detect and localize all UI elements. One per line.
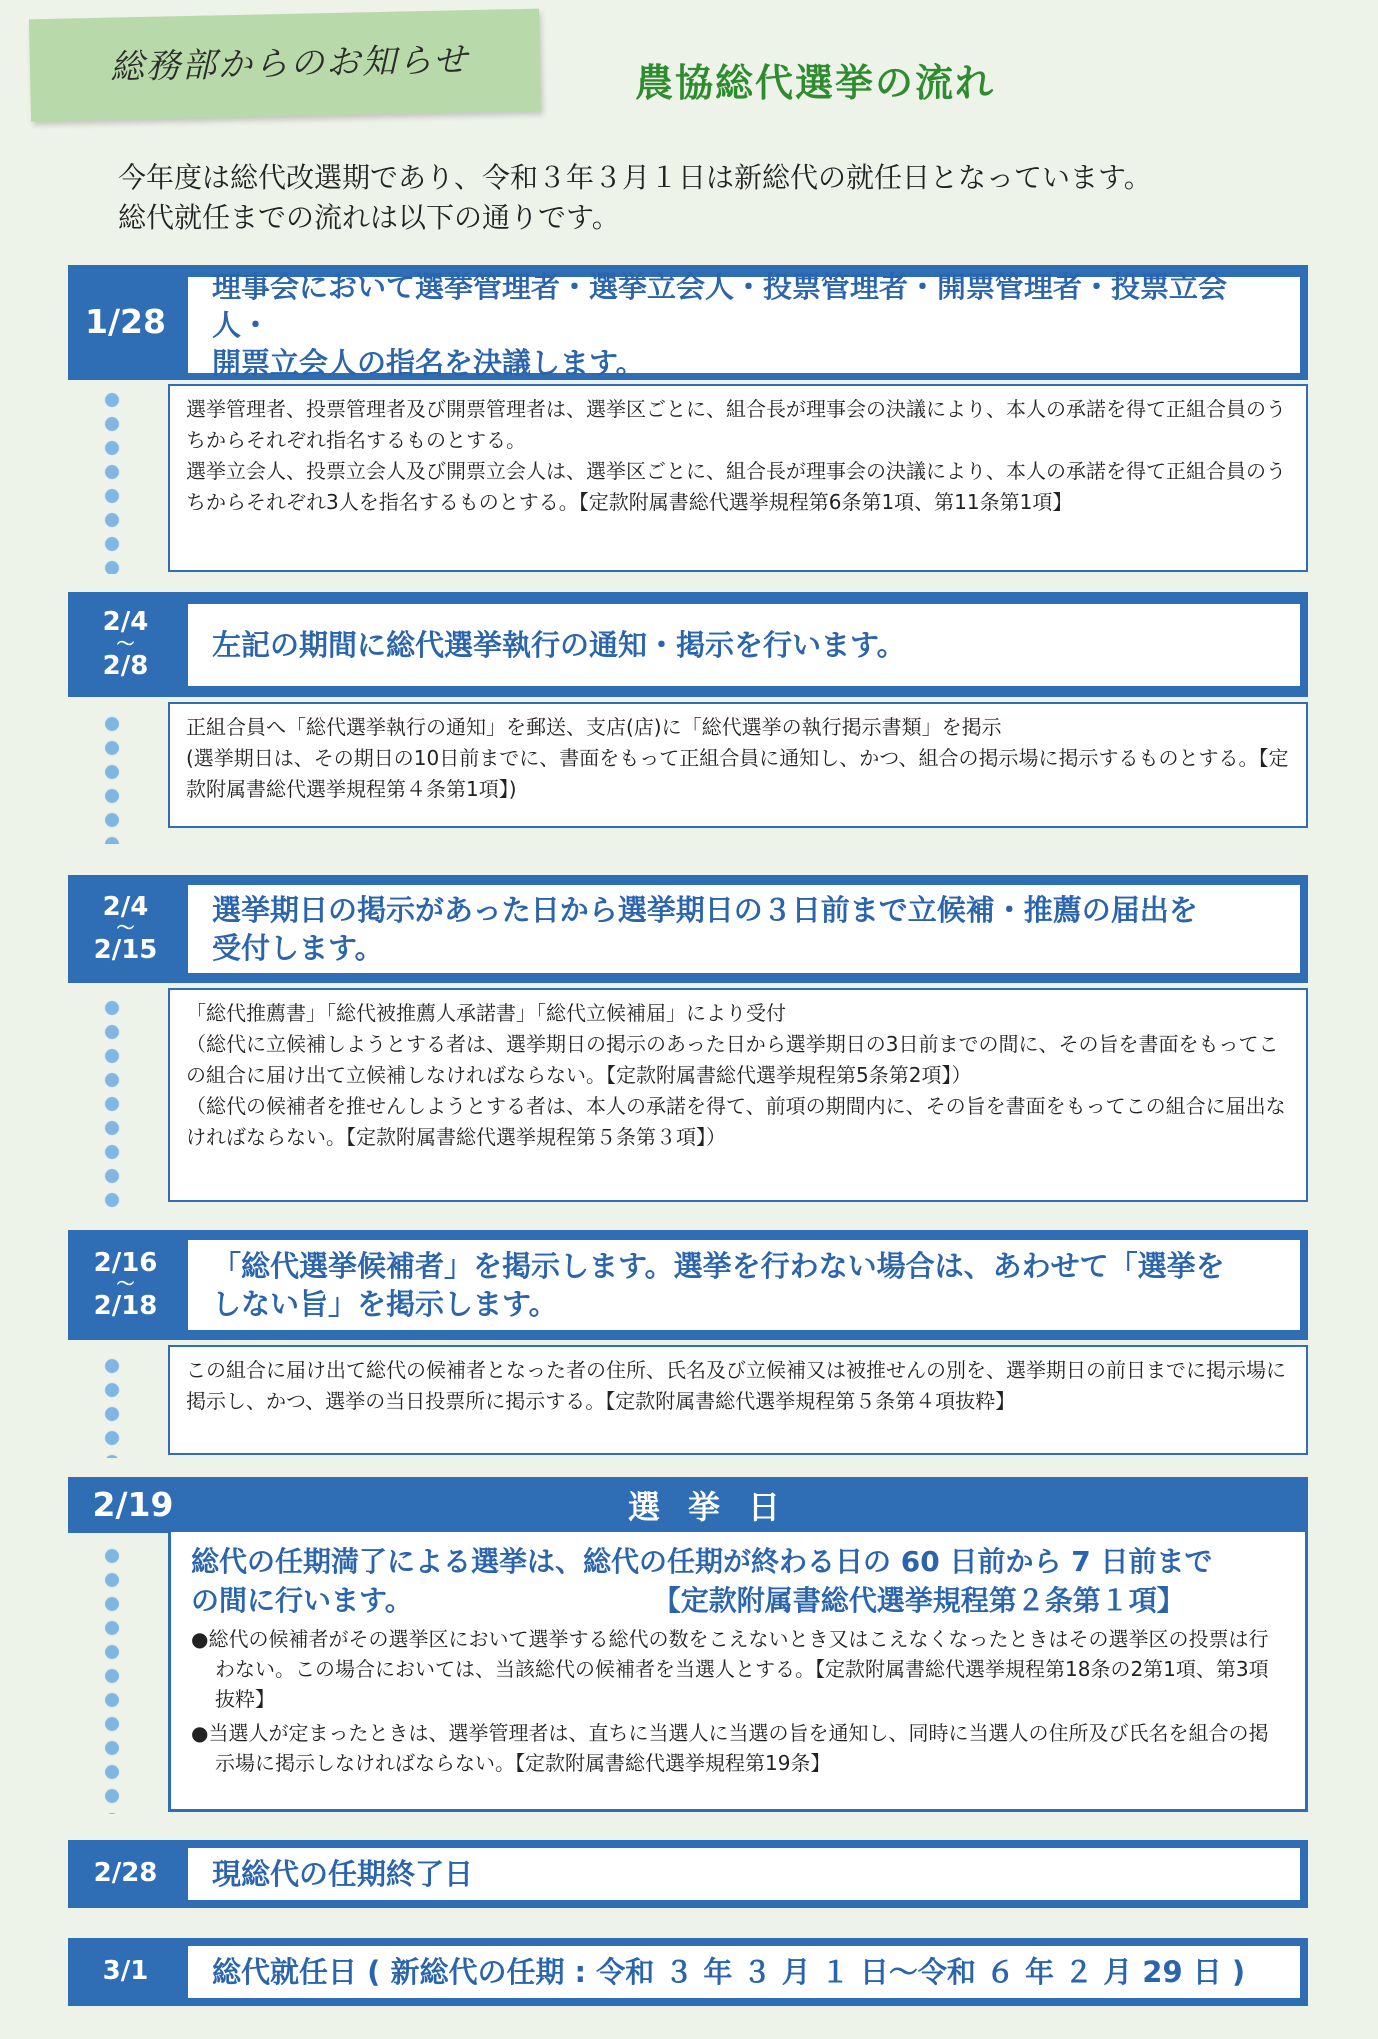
headline-line: 開票立会人の指名を決議します。: [212, 346, 645, 380]
timeline-dots: [104, 712, 120, 844]
body-paragraph: この組合に届け出て総代の候補者となった者の住所、氏名及び立候補又は被推せんの別を、選挙期日の前日までに掲示場に掲示し、かつ、選挙の当日投票所に掲示する。【定款附属書総代選挙規程第５条第４項抜粋】: [186, 1358, 1286, 1413]
term-end-date: [68, 1840, 183, 1908]
step-headline: [188, 604, 1300, 686]
election-body: [168, 1532, 1308, 1812]
date-to: 2/18: [93, 1291, 158, 1321]
body-paragraph: 選挙管理者、投票管理者及び開票管理者は、選挙区ごとに、組合長が理事会の決議により、本人の承諾を得て正組合員のうちからそれぞれ指名するものとする。: [186, 397, 1286, 452]
department-tag-label: 総務部からのお知らせ: [109, 40, 470, 88]
step-body-3: [168, 988, 1308, 1202]
date-to: 2/8: [102, 650, 149, 681]
body-paragraph: (選挙期日は、その期日の10日前までに、書面をもって正組合員に通知し、かつ、組合の掲示場に掲示するものとする。【定款附属書総代選挙規程第４条第1項】): [186, 746, 1289, 801]
body-paragraph: 「総代推薦書」「総代被推薦人承諾書」「総代立候補届」により受付: [186, 1001, 786, 1025]
headline-line: 「総代選挙候補者」を掲示します。選挙を行わない場合は、あわせて「選挙を: [212, 1249, 1225, 1283]
headline-line: しない旨」を掲示します。: [212, 1287, 558, 1321]
headline-line: 理事会において選挙管理者・選挙立会人・投票管理者・開票管理者・投票立会人・: [212, 270, 1228, 342]
date-label: 2/28: [93, 1858, 158, 1889]
election-headline: [191, 1542, 1285, 1620]
date-tilde: ～: [116, 918, 135, 939]
step-headline: [188, 270, 1300, 380]
intro-line: 総代就任までの流れは以下の通りです。: [118, 201, 620, 234]
date-label: 3/1: [102, 1956, 149, 1987]
timeline-dots: [104, 1544, 120, 1814]
step-headline: [188, 1240, 1300, 1330]
inauguration-headline: 総代就任日 ( 新総代の任期 : 令和 ３ 年 ３ 月 １ 日～令和 ６ 年 ２ 月 29 日 ): [188, 1946, 1300, 1998]
timeline-dots: [104, 996, 120, 1212]
term-end-band: [68, 1840, 1308, 1908]
body-paragraph: 選挙立会人、投票立会人及び開票立会人は、選挙区ごとに、組合長が理事会の決議により、本人の承諾を得て正組合員のうちからそれぞれ3人を指名するものとする。【定款附属書総代選挙規程第6条第1項、第11条第1項】: [186, 459, 1286, 514]
headline-line: 受付します。: [212, 931, 384, 965]
body-paragraph: （総代の候補者を推せんしようとする者は、本人の承諾を得て、前項の期間内に、その旨を書面をもってこの組合に届出なければならない。【定款附属書総代選挙規程第５条第３項】）: [186, 1094, 1286, 1149]
timeline-dots: [104, 388, 120, 574]
election-item: ●総代の候補者がその選挙区において選挙する総代の数をこえないとき又はこえなくなったときはその選挙区の投票は行わない。この場合においては、当該総代の候補者を当選人とする。【定款附属書総代選挙規程第18条の2第1項、第3項抜粋】: [191, 1627, 1269, 1711]
timeline-dots: [104, 1354, 120, 1458]
step-headline: [188, 885, 1300, 973]
election-band: [68, 1477, 1308, 1533]
step-date: [68, 1230, 183, 1340]
inauguration-date: [68, 1938, 183, 2006]
date-from: 2/16: [93, 1247, 158, 1278]
step-band-1: [68, 265, 1308, 380]
intro-text: [118, 158, 1338, 238]
date-to: 2/15: [93, 935, 158, 965]
step-body-4: [168, 1345, 1308, 1455]
date-label: 2/19: [92, 1484, 174, 1524]
date-tilde: ～: [116, 633, 135, 655]
step-band-2: [68, 592, 1308, 697]
body-paragraph: （総代に立候補しようとする者は、選挙期日の掲示のあった日から選挙期日の3日前までの間に、その旨を書面をもってこの組合に届け出て立候補しなければならない。【定款附属書総代選挙規程第5条第2項】）: [186, 1032, 1279, 1087]
step-date: [68, 592, 183, 697]
headline-line-text: の間に行います。: [191, 1584, 413, 1617]
date-from: 2/4: [102, 891, 149, 922]
step-band-3: [68, 875, 1308, 983]
election-item: ●当選人が定まったときは、選挙管理者は、直ちに当選人に当選の旨を通知し、同時に当選人の住所及び氏名を組合の掲示場に掲示しなければならない。【定款附属書総代選挙規程第19条】: [191, 1721, 1269, 1775]
headline-line: 選挙期日の掲示があった日から選挙期日の３日前まで立候補・推薦の届出を: [212, 893, 1198, 927]
department-tag: [29, 9, 541, 122]
date-tilde: ～: [116, 1274, 135, 1295]
page-title: 農協総代選挙の流れ: [635, 61, 996, 105]
step-body-1: [168, 384, 1308, 572]
step-band-4: [68, 1230, 1308, 1340]
body-paragraph: 正組合員へ「総代選挙執行の通知」を郵送、支店(店)に「総代選挙の執行掲示書類」を掲示: [186, 715, 1002, 739]
headline-reference: 【定款附属書総代選挙規程第２条第１項】: [652, 1584, 1185, 1617]
date-label: 1/28: [85, 302, 166, 342]
step-date: [68, 265, 183, 380]
intro-line: 今年度は総代改選期であり、令和３年３月１日は新総代の就任日となっています。: [118, 161, 1152, 194]
headline-line: [191, 1581, 1285, 1620]
inauguration-band: [68, 1938, 1308, 2006]
election-title: 選挙日: [627, 1488, 808, 1526]
date-from: 2/4: [102, 607, 149, 638]
term-end-headline: 現総代の任期終了日: [188, 1848, 1300, 1900]
step-body-2: [168, 702, 1308, 828]
headline-line: 左記の期間に総代選挙執行の通知・掲示を行います。: [212, 628, 906, 662]
headline-line: 総代の任期満了による選挙は、総代の任期が終わる日の 60 日前から 7 日前まで: [191, 1545, 1213, 1578]
step-date: [68, 875, 183, 983]
